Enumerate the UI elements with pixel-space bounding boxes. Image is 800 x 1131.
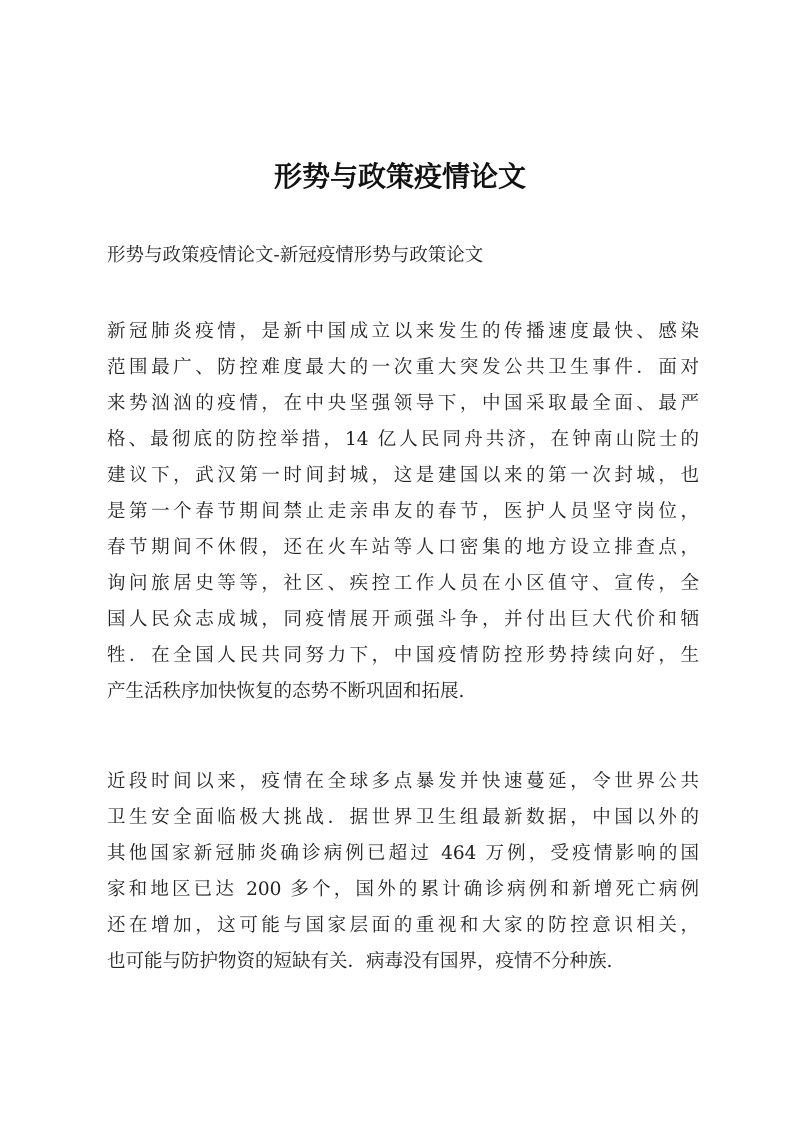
document-subtitle: 形势与政策疫情论文-新冠疫情形势与政策论文 [107, 245, 484, 266]
text-line: 春节期间不休假，还在火车站等人口密集的地方设立排查点， [107, 537, 699, 558]
page-title: 形势与政策疫情论文 [273, 160, 526, 193]
text-line: 国人民众志成城，同疫情展开顽强斗争，并付出巨大代价和牺 [107, 609, 699, 630]
text-line: 牲．在全国人民共同努力下，中国疫情防控形势持续向好，生 [107, 645, 699, 666]
text-line: 来势汹汹的疫情，在中央坚强领导下，中国采取最全面、最严 [107, 393, 699, 414]
text-line: 也可能与防护物资的短缺有关．病毒没有国界，疫情不分种族. [107, 951, 613, 972]
text-line: 还在增加，这可能与国家层面的重视和大家的防控意识相关， [107, 915, 699, 936]
paragraph-1 [107, 314, 699, 710]
text-line: 格、最彻底的防控举措，14 亿人民同舟共济，在钟南山院士的 [107, 429, 699, 450]
text-line: 产生活秩序加快恢复的态势不断巩固和拓展. [107, 681, 465, 702]
text-line: 其他国家新冠肺炎确诊病例已超过 464 万例，受疫情影响的国 [107, 843, 699, 864]
text-line: 范围最广、防控难度最大的一次重大突发公共卫生事件．面对 [107, 357, 699, 378]
text-line: 询问旅居史等等，社区、疾控工作人员在小区值守、宣传，全 [107, 573, 699, 594]
text-line: 是第一个春节期间禁止走亲串友的春节，医护人员坚守岗位， [107, 501, 699, 522]
text-line: 近段时间以来，疫情在全球多点暴发并快速蔓延，令世界公共 [107, 771, 699, 792]
paragraph-2 [107, 764, 699, 980]
text-line: 家和地区已达 200 多个，国外的累计确诊病例和新增死亡病例 [107, 879, 699, 900]
text-line: 新冠肺炎疫情，是新中国成立以来发生的传播速度最快、感染 [107, 321, 699, 342]
text-line: 建议下，武汉第一时间封城，这是建国以来的第一次封城，也 [107, 465, 699, 486]
text-line: 卫生安全面临极大挑战．据世界卫生组最新数据，中国以外的 [107, 807, 699, 828]
